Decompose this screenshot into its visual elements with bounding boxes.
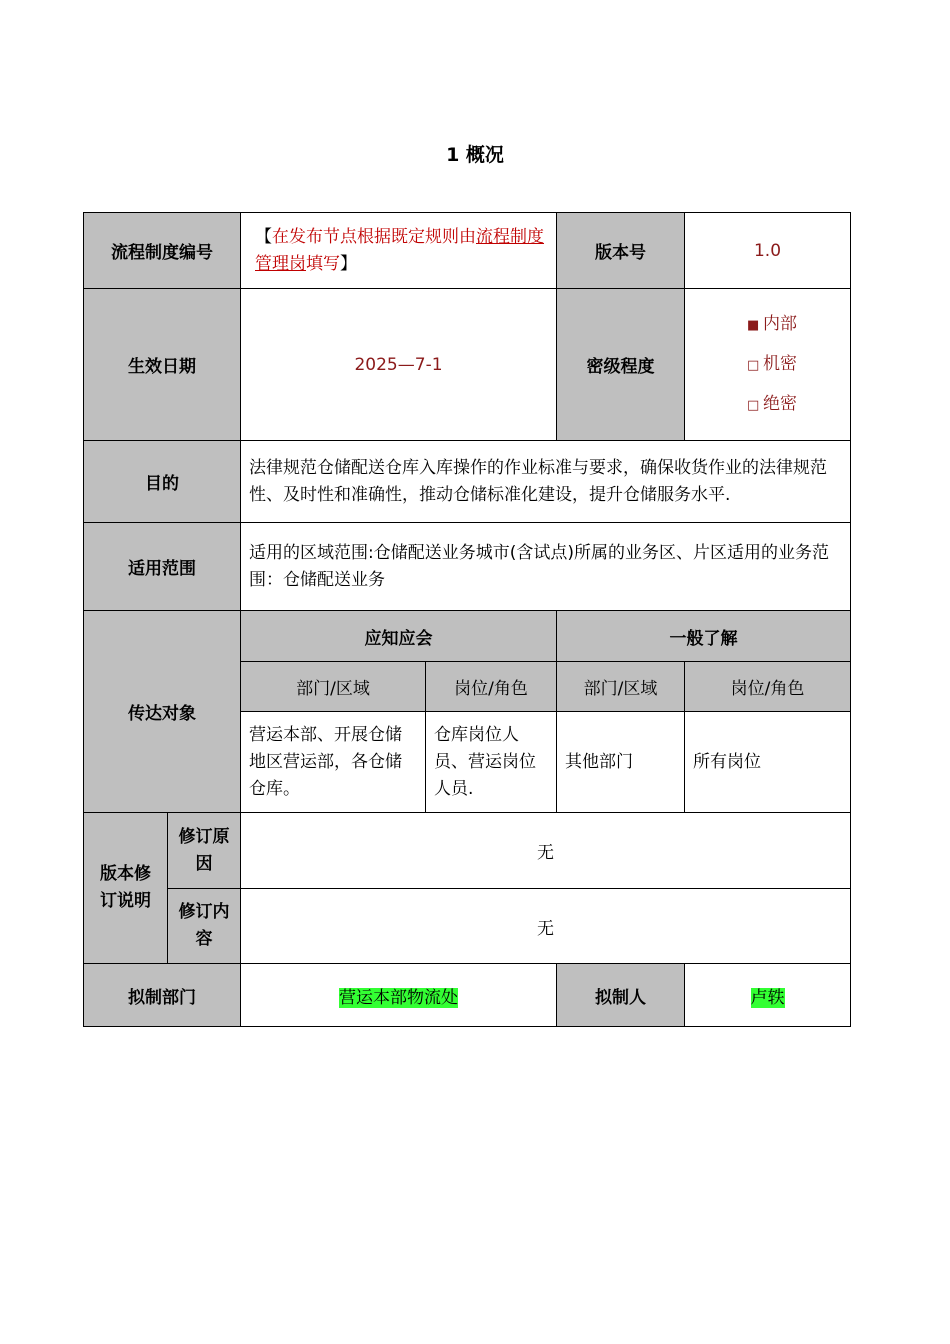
general-dept-header: 部门/区域 xyxy=(557,662,685,712)
scope-text: 适用的区域范围:仓储配送业务城市(含试点)所属的业务区、片区适用的业务范围：仓储配送业务 xyxy=(241,523,851,611)
checkbox-filled-icon: ■ xyxy=(747,317,760,333)
checkbox-empty-icon: □ xyxy=(747,357,760,373)
must-know-header: 应知应会 xyxy=(241,611,557,662)
scope-label: 适用范围 xyxy=(84,523,241,611)
must-role-value: 仓库岗位人员、营运岗位人员. xyxy=(426,712,557,813)
drafting-dept-label: 拟制部门 xyxy=(84,964,241,1027)
secrecy-option-label: 绝密 xyxy=(763,393,797,414)
must-dept-value: 营运本部、开展仓储地区营运部，各仓储仓库。 xyxy=(241,712,426,813)
revision-content-value: 无 xyxy=(241,889,851,964)
effective-date-value: 2025—7-1 xyxy=(241,289,557,441)
code-instruction-text: 在发布节点根据既定规则由 xyxy=(272,226,476,247)
general-dept-value: 其他部门 xyxy=(557,712,685,813)
process-code-label: 流程制度编号 xyxy=(84,213,241,289)
drafter-value: 卢轶 xyxy=(750,987,785,1008)
secrecy-option-secret[interactable] xyxy=(685,385,850,425)
secrecy-option-label: 机密 xyxy=(763,353,797,374)
bracket-open: 【 xyxy=(255,226,272,247)
secrecy-label: 密级程度 xyxy=(557,289,685,441)
revision-reason-label: 修订原因 xyxy=(168,813,241,889)
purpose-text: 法律规范仓储配送仓库入库操作的作业标准与要求，确保收货作业的法律规范性、及时性和准确性，推动仓储标准化建设，提升仓储服务水平. xyxy=(241,441,851,523)
process-code-value xyxy=(241,213,557,289)
secrecy-option-confidential[interactable] xyxy=(685,345,850,385)
drafter-label: 拟制人 xyxy=(557,964,685,1027)
general-header: 一般了解 xyxy=(557,611,851,662)
general-role-value: 所有岗位 xyxy=(685,712,851,813)
must-role-header: 岗位/角色 xyxy=(426,662,557,712)
revision-content-label: 修订内容 xyxy=(168,889,241,964)
section-heading: 1 概况 xyxy=(446,144,504,166)
revision-reason-value: 无 xyxy=(241,813,851,889)
revision-label: 版本修订说明 xyxy=(84,813,168,964)
bracket-close: 】 xyxy=(340,253,357,274)
overview-table xyxy=(83,212,851,1027)
purpose-label: 目的 xyxy=(84,441,241,523)
code-instruction-role: 流程制度管理岗 xyxy=(255,226,544,274)
checkbox-empty-icon: □ xyxy=(747,397,760,413)
secrecy-options xyxy=(685,289,851,441)
drafting-dept-cell xyxy=(241,964,557,1027)
audience-label: 传达对象 xyxy=(84,611,241,813)
effective-date-label: 生效日期 xyxy=(84,289,241,441)
secrecy-option-internal[interactable] xyxy=(685,305,850,345)
general-role-header: 岗位/角色 xyxy=(685,662,851,712)
code-instruction-tail: 填写 xyxy=(306,253,340,274)
must-dept-header: 部门/区域 xyxy=(241,662,426,712)
drafting-dept-value: 营运本部物流处 xyxy=(339,987,458,1008)
drafter-cell xyxy=(685,964,851,1027)
version-label: 版本号 xyxy=(557,213,685,289)
secrecy-option-label: 内部 xyxy=(763,313,797,334)
version-value: 1.0 xyxy=(685,213,851,289)
